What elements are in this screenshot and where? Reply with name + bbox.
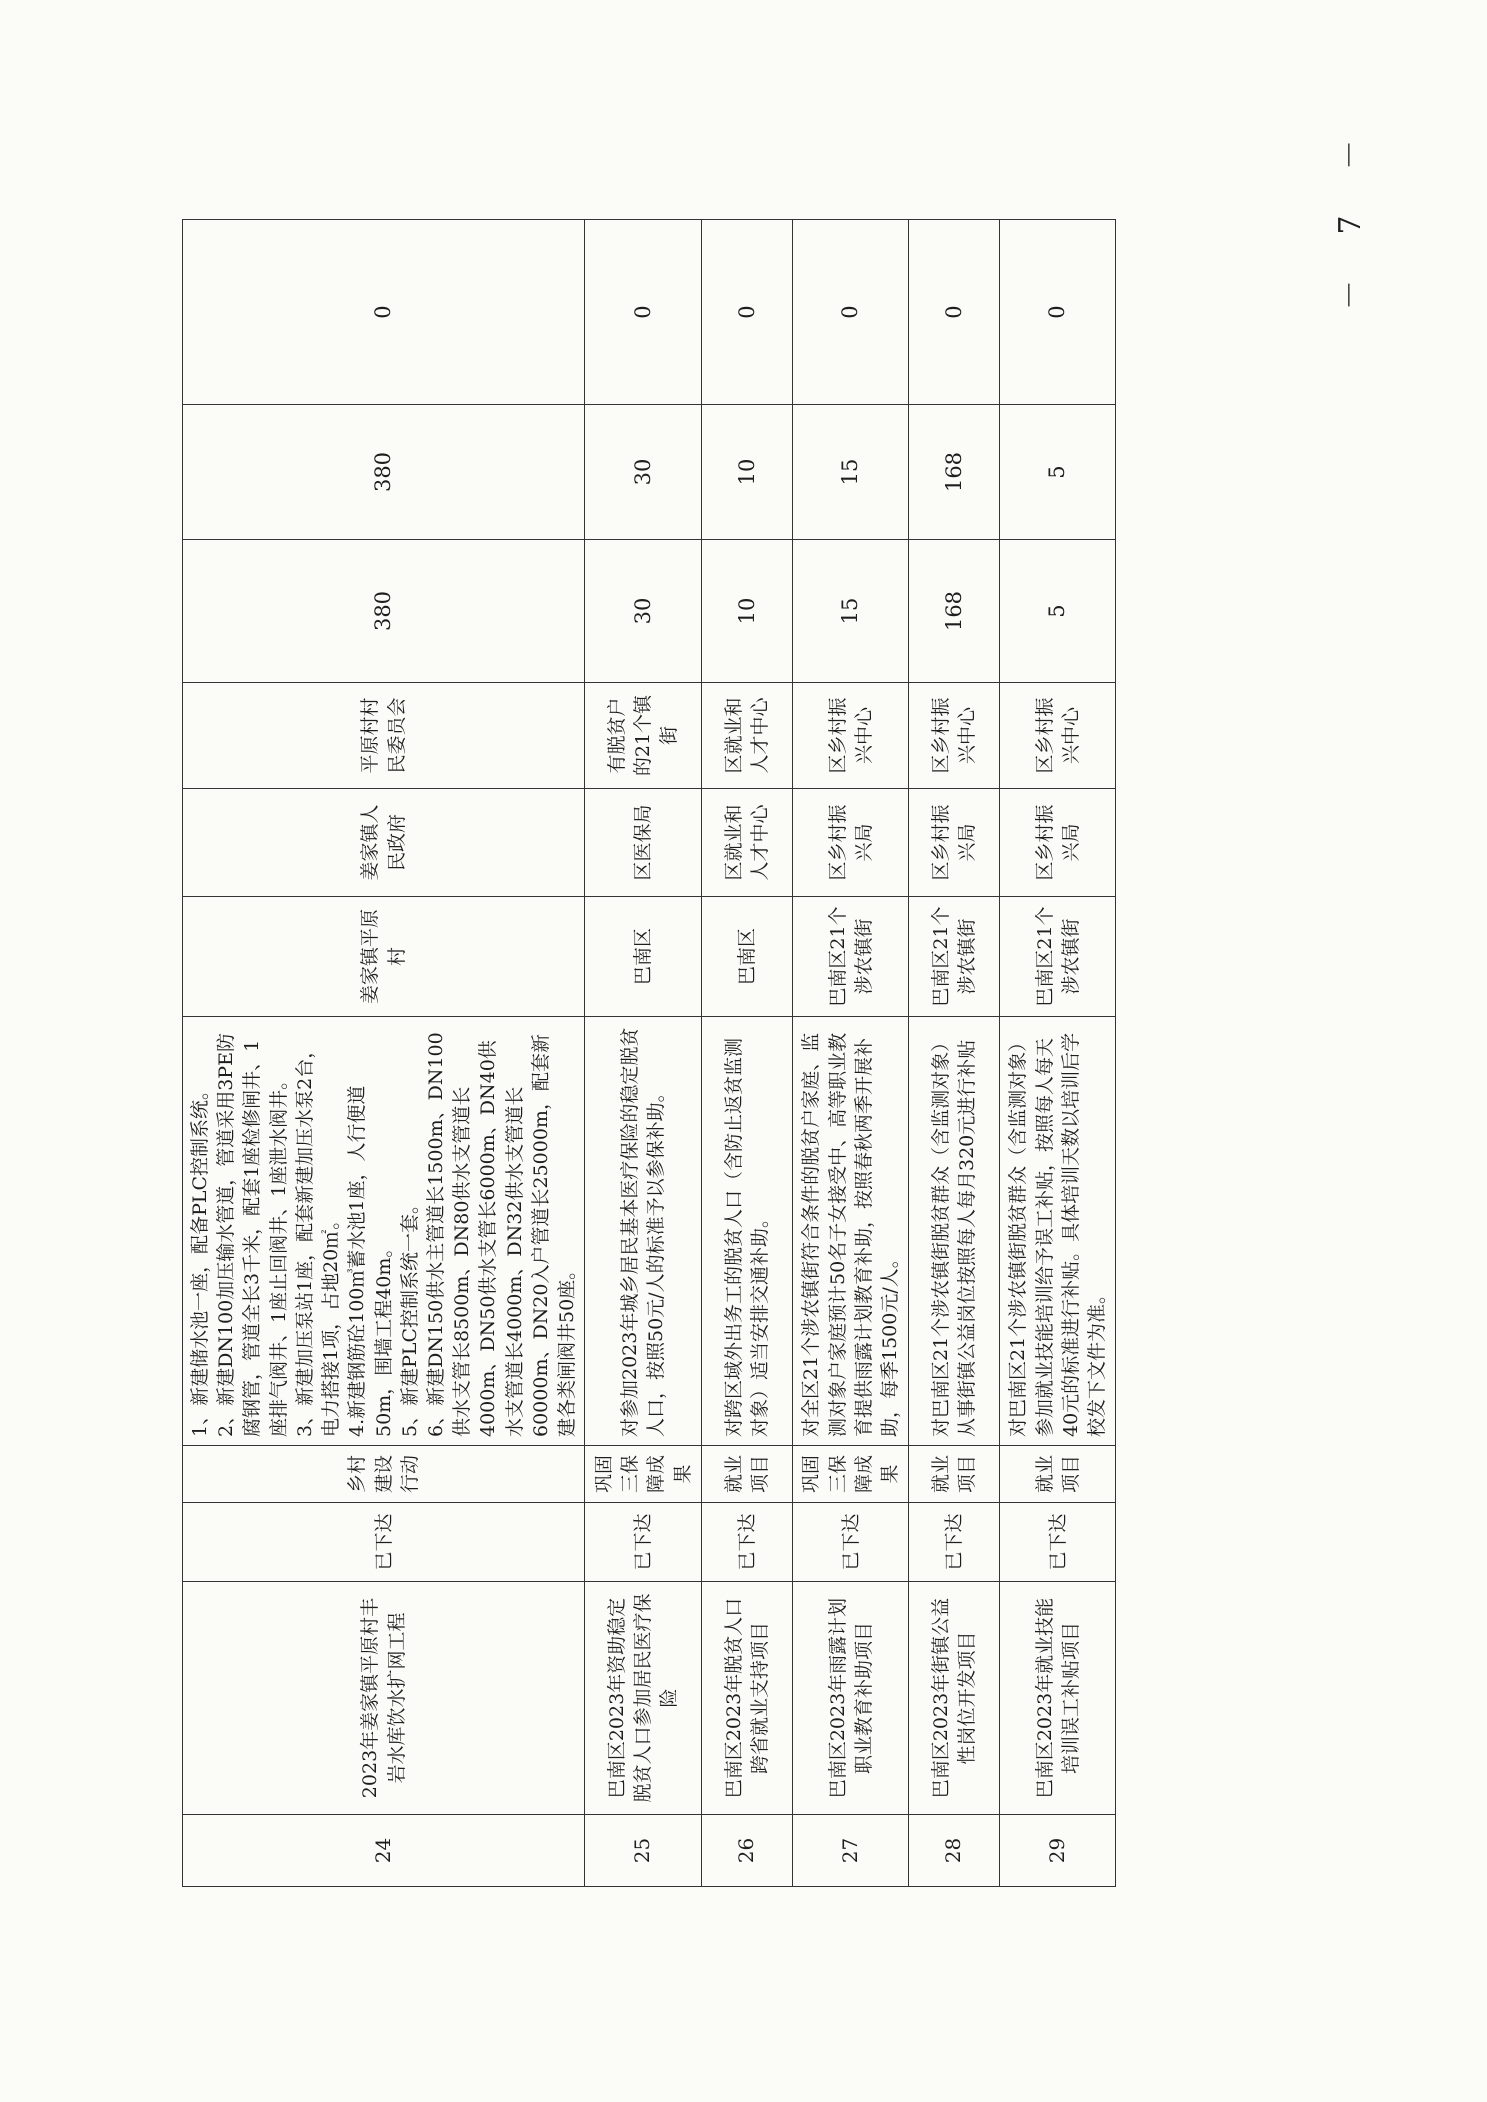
implementing-unit: 区乡村振兴中心: [1000, 683, 1116, 789]
project-status: 已下达: [909, 1503, 1000, 1582]
project-location: 巴南区: [585, 897, 702, 1017]
content-line: 2、新建DN100加压输水管道，管道采用3PE防腐钢管，管道全长3千米，配套1座检修闸井、1座排气阀井、1座止回阀井、1座泄水阀井。: [215, 1033, 290, 1437]
fund-amount: 30: [585, 405, 702, 540]
project-name: 巴南区2023年资助稳定脱贫人口参加居民医疗保险: [585, 1582, 702, 1815]
project-status: 已下达: [1000, 1503, 1116, 1582]
total-amount: 10: [702, 540, 793, 683]
responsible-department: 区乡村振兴局: [1000, 789, 1116, 897]
content-line: 对巴南区21个涉农镇街脱贫群众（含监测对象）参加就业技能培训给予误工补贴，按照每人每天40元的标准进行补贴。具体培训天数以培训后学校发下文件为准。: [1007, 1032, 1108, 1437]
responsible-department: 姜家镇人民政府: [183, 789, 585, 897]
project-type: 就业项目: [702, 1446, 793, 1503]
other-amount: 0: [1000, 220, 1116, 405]
project-content: [183, 1017, 585, 1446]
project-location: 巴南区21个涉农镇街: [1000, 897, 1116, 1017]
project-name: 巴南区2023年街镇公益性岗位开发项目: [909, 1582, 1000, 1815]
content-line: 对巴南区21个涉农镇街脱贫群众（含监测对象）从事街镇公益岗位按照每人每月320元进行补贴: [930, 1032, 979, 1437]
row-number: 28: [909, 1815, 1000, 1887]
project-location: 姜家镇平原村: [183, 897, 585, 1017]
total-amount: 30: [585, 540, 702, 683]
responsible-department: 区医保局: [585, 789, 702, 897]
row-number: 27: [793, 1815, 909, 1887]
total-amount: 5: [1000, 540, 1116, 683]
other-amount: 0: [702, 220, 793, 405]
table-row: [585, 87, 702, 1887]
project-location: 巴南区21个涉农镇街: [793, 897, 909, 1017]
content-line: 对跨区域外出务工的脱贫人口（含防止返贫监测对象）适当安排交通补助。: [723, 1037, 772, 1437]
other-amount: 0: [793, 220, 909, 405]
fund-amount: 168: [909, 405, 1000, 540]
project-status: 已下达: [793, 1503, 909, 1582]
table-row: [909, 87, 1000, 1887]
fund-amount: 380: [183, 405, 585, 540]
content-line: 6、新建DN150供水主管道长1500m、DN100供水支管长8500m、DN80供水支管道长4000m、DN50供水支管长6000m、DN40供水支管道长4000m、DN32供水支管道长60000m、DN20入户管道长25000m，配套新建各类闸阀井50座。: [424, 1032, 579, 1437]
project-content: [585, 1017, 702, 1446]
project-content: [1000, 1017, 1116, 1446]
content-line: 5、新建PLC控制系统一套。: [398, 1194, 421, 1437]
table-row: [183, 87, 585, 1887]
project-status: 已下达: [702, 1503, 793, 1582]
content-line: 对全区21个涉农镇街符合条件的脱贫户家庭、监测对象户家庭预计50名子女接受中、高等职业教育提供雨露计划教育补助，按照春秋两季开展补助，每季1500元/人。: [800, 1032, 901, 1437]
row-number: 26: [702, 1815, 793, 1887]
table-row: [793, 87, 909, 1887]
total-amount: 168: [909, 540, 1000, 683]
project-name: 巴南区2023年雨露计划职业教育补助项目: [793, 1582, 909, 1815]
page-number: － 7 －: [1333, 121, 1368, 310]
total-amount: 380: [183, 540, 585, 683]
implementing-unit: 区就业和人才中心: [702, 683, 793, 789]
content-line: 4.新建钢筋砼100㎥蓄水池1座，人行便道50m，围墙工程40m。: [346, 1085, 395, 1437]
table-row: [1000, 87, 1116, 1887]
project-table: [182, 86, 1116, 1887]
project-location: 巴南区21个涉农镇街: [909, 897, 1000, 1017]
project-status: 已下达: [183, 1503, 585, 1582]
project-type: 乡村建设行动: [183, 1446, 585, 1503]
row-number: 24: [183, 1815, 585, 1887]
content-line: 对参加2023年城乡居民基本医疗保险的稳定脱贫人口，按照50元/人的标准予以参保补助。: [619, 1027, 668, 1437]
fund-amount: 5: [1000, 405, 1116, 540]
project-status: 已下达: [585, 1503, 702, 1582]
content-line: 3、新建加压泵站1座，配套新建加压水泵2台，电力搭接1项，占地20㎡。: [293, 1039, 343, 1437]
implementing-unit: 平原村村民委员会: [183, 683, 585, 789]
other-amount: 0: [183, 220, 585, 405]
implementing-unit: 有脱贫户的21个镇街: [585, 683, 702, 789]
project-name: 2023年姜家镇平原村丰岩水库饮水扩网工程: [183, 1582, 585, 1815]
project-type: 巩固三保障成果: [585, 1446, 702, 1503]
row-number: 29: [1000, 1815, 1116, 1887]
total-amount: 15: [793, 540, 909, 683]
row-number: 25: [585, 1815, 702, 1887]
project-content: [909, 1017, 1000, 1446]
implementing-unit: 区乡村振兴中心: [909, 683, 1000, 789]
other-amount: 0: [585, 220, 702, 405]
project-type: 巩固三保障成果: [793, 1446, 909, 1503]
fund-amount: 15: [793, 405, 909, 540]
project-name: 巴南区2023年就业技能培训误工补贴项目: [1000, 1582, 1116, 1815]
responsible-department: 区乡村振兴局: [793, 789, 909, 897]
project-name: 巴南区2023年脱贫人口跨省就业支持项目: [702, 1582, 793, 1815]
table-row: [702, 87, 793, 1887]
project-content: [702, 1017, 793, 1446]
implementing-unit: 区乡村振兴中心: [793, 683, 909, 789]
responsible-department: 区乡村振兴局: [909, 789, 1000, 897]
project-content: [793, 1017, 909, 1446]
project-type: 就业项目: [909, 1446, 1000, 1503]
responsible-department: 区就业和人才中心: [702, 789, 793, 897]
fund-amount: 10: [702, 405, 793, 540]
other-amount: 0: [909, 220, 1000, 405]
content-line: 1、新建储水池一座，配备PLC控制系统。: [189, 1080, 211, 1437]
project-type: 就业项目: [1000, 1446, 1116, 1503]
project-location: 巴南区: [702, 897, 793, 1017]
